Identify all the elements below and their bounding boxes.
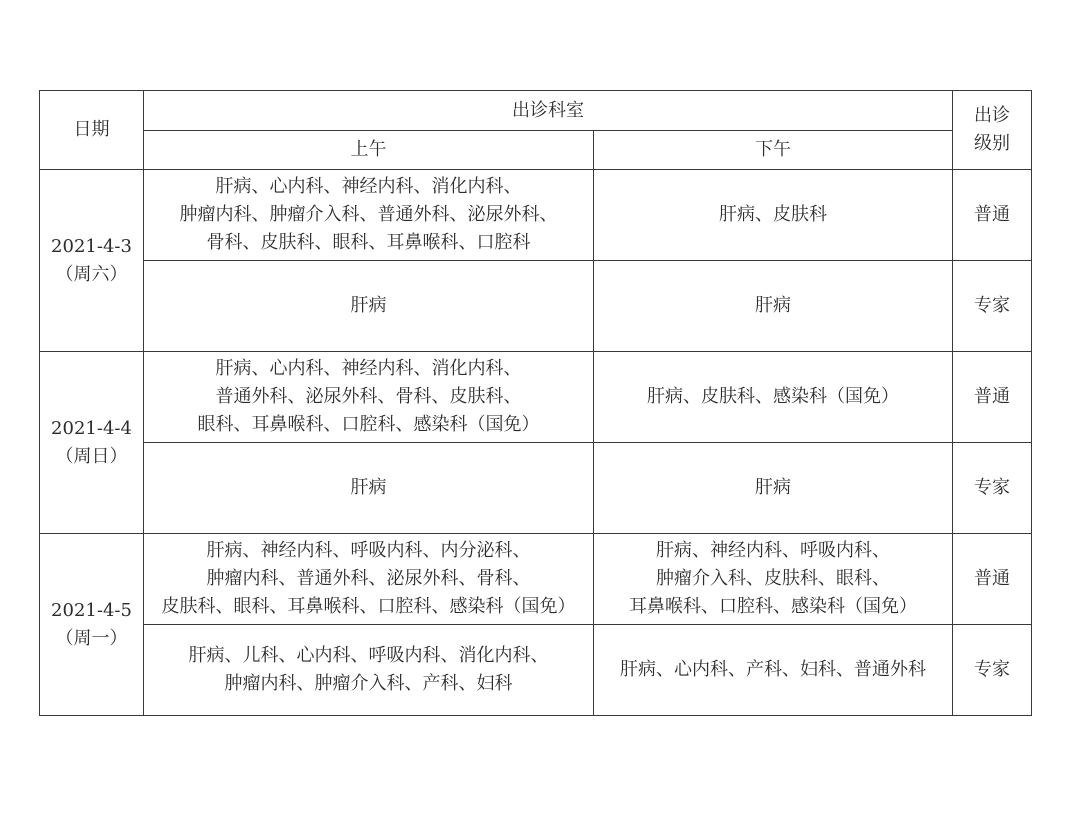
morning-departments-line: 皮肤科、眼科、耳鼻喉科、口腔科、感染科（国免） [161,596,576,617]
afternoon-departments-cell [594,443,953,534]
weekday-value: （周六） [55,263,128,285]
afternoon-departments-cell [594,170,953,261]
schedule-row [40,443,1032,534]
afternoon-departments-cell [594,625,953,716]
morning-departments-cell [144,625,594,716]
afternoon-departments-line: 肝病、神经内科、呼吸内科、 [656,540,890,561]
morning-departments-line: 肝病 [350,295,387,316]
schedule-row [40,170,1032,261]
clinic-level-cell: 普通 [953,352,1032,443]
date-cell [40,352,144,534]
afternoon-departments-cell [594,261,953,352]
morning-departments-line: 肝病 [350,477,387,498]
morning-departments-line: 肿瘤内科、肿瘤介入科、普通外科、泌尿外科、 [179,204,558,225]
afternoon-departments-line: 肝病、皮肤科 [719,204,827,225]
clinic-level-cell: 普通 [953,534,1032,625]
header-level-line1: 出诊 [974,105,1010,126]
morning-departments-line: 眼科、耳鼻喉科、口腔科、感染科（国免） [197,414,540,435]
morning-departments-line: 肿瘤内科、肿瘤介入科、产科、妇科 [224,673,513,694]
header-date: 日期 [40,91,144,170]
schedule-body [40,170,1032,716]
date-cell [40,170,144,352]
morning-departments-cell [144,261,594,352]
morning-departments-line: 肝病、儿科、心内科、呼吸内科、消化内科、 [188,645,549,666]
date-cell [40,534,144,716]
header-afternoon: 下午 [594,131,953,170]
afternoon-departments-line: 肝病、皮肤科、感染科（国免） [647,386,899,407]
afternoon-departments-line: 肝病 [755,477,791,498]
date-value: 2021-4-4 [51,417,132,439]
morning-departments-line: 普通外科、泌尿外科、骨科、皮肤科、 [215,386,522,407]
schedule-row [40,352,1032,443]
morning-departments-line: 骨科、皮肤科、眼科、耳鼻喉科、口腔科 [206,232,531,253]
morning-departments-cell [144,352,594,443]
morning-departments-line: 肝病、心内科、神经内科、消化内科、 [215,176,522,197]
clinic-schedule-table [39,90,1032,716]
date-value: 2021-4-3 [51,235,132,257]
morning-departments-line: 肿瘤内科、普通外科、泌尿外科、骨科、 [206,568,531,589]
header-department: 出诊科室 [144,91,953,131]
clinic-level-cell: 专家 [953,625,1032,716]
morning-departments-line: 肝病、心内科、神经内科、消化内科、 [215,358,522,379]
header-level-line2: 级别 [974,133,1010,154]
header-row-1 [40,91,1032,131]
morning-departments-cell [144,443,594,534]
date-value: 2021-4-5 [51,599,132,621]
clinic-level-cell: 普通 [953,170,1032,261]
weekday-value: （周日） [55,445,128,467]
weekday-value: （周一） [55,627,128,649]
morning-departments-cell [144,170,594,261]
header-level [953,91,1032,170]
afternoon-departments-line: 肝病、心内科、产科、妇科、普通外科 [620,659,926,680]
afternoon-departments-cell [594,352,953,443]
schedule-row [40,625,1032,716]
clinic-level-cell: 专家 [953,443,1032,534]
header-morning: 上午 [144,131,594,170]
schedule-row [40,534,1032,625]
schedule-row [40,261,1032,352]
afternoon-departments-line: 肝病 [755,295,791,316]
clinic-level-cell: 专家 [953,261,1032,352]
morning-departments-cell [144,534,594,625]
header-row-2 [40,131,1032,170]
afternoon-departments-line: 肿瘤介入科、皮肤科、眼科、 [656,568,890,589]
afternoon-departments-line: 耳鼻喉科、口腔科、感染科（国免） [629,596,917,617]
afternoon-departments-cell [594,534,953,625]
morning-departments-line: 肝病、神经内科、呼吸内科、内分泌科、 [206,540,531,561]
